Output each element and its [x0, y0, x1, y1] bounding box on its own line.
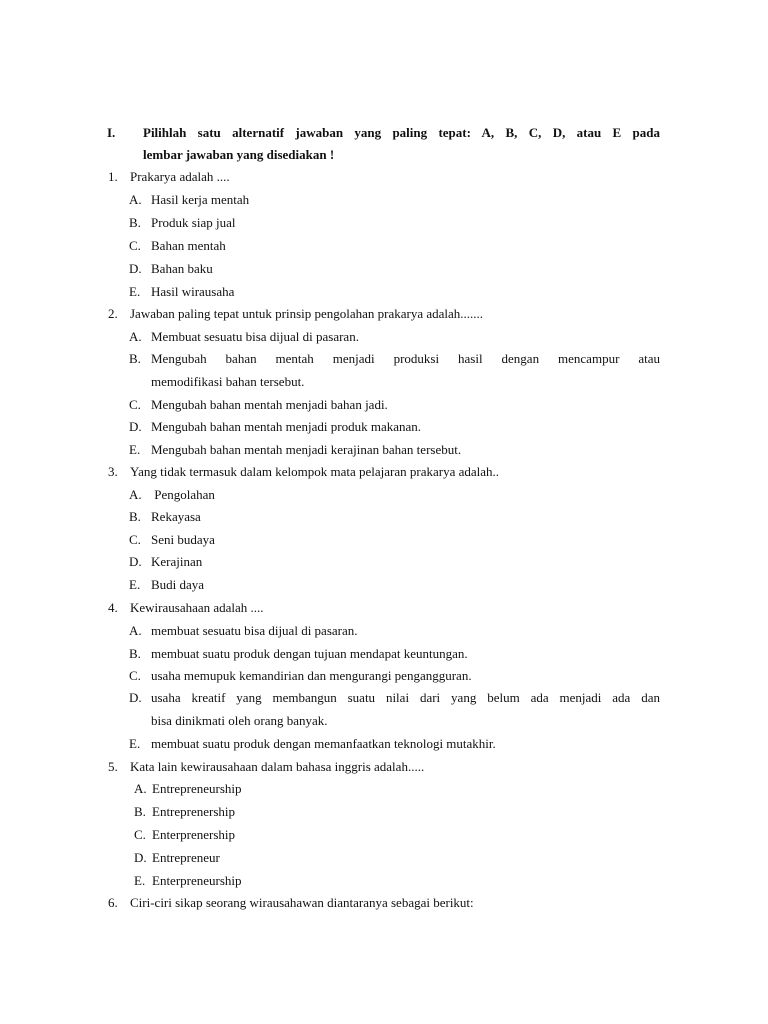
option-text: membuat suatu produk dengan memanfaatkan teknologi mutakhir. [151, 736, 496, 751]
option-letter: C. [129, 238, 141, 253]
option-text: Hasil wirausaha [151, 284, 235, 299]
question-number: 5. [108, 759, 118, 774]
option-letter: C. [129, 668, 141, 683]
option-text: usaha kreatif yang membangun suatu nilai dari yang belum ada menjadi ada dan [151, 690, 660, 705]
option-text: Kerajinan [151, 554, 203, 569]
question-number: 3. [108, 464, 118, 479]
option-text: Hasil kerja mentah [151, 192, 250, 207]
option-text: Enterprenership [152, 827, 236, 842]
option-letter: A. [129, 192, 142, 207]
option-text: usaha memupuk kemandirian dan mengurangi pengangguran. [151, 668, 472, 683]
option-letter: C. [129, 532, 141, 547]
option-text: Mengubah bahan mentah menjadi produk makanan. [151, 419, 422, 434]
option-letter: D. [129, 261, 142, 276]
question-text: Ciri-ciri sikap seorang wirausahawan diantaranya sebagai berikut: [130, 895, 474, 910]
option-text: Rekayasa [151, 509, 201, 524]
question-number: 4. [108, 600, 118, 615]
option-letter: E. [129, 442, 141, 457]
option-letter: E. [129, 577, 141, 592]
option-letter: A. [129, 487, 142, 502]
option-letter: A. [129, 329, 142, 344]
option-letter: B. [129, 351, 141, 366]
option-letter: A. [134, 781, 147, 796]
option-letter: E. [129, 736, 141, 751]
question-number: 2. [108, 306, 118, 321]
option-text: Enterpreneurship [152, 873, 242, 888]
section-number: I. [107, 125, 116, 140]
option-letter: A. [129, 623, 142, 638]
question-text: Kewirausahaan adalah .... [130, 600, 264, 615]
question-number: 1. [108, 169, 118, 184]
question-text: Yang tidak termasuk dalam kelompok mata pelajaran prakarya adalah.. [130, 464, 500, 479]
instruction-line-2: lembar jawaban yang disediakan ! [143, 147, 335, 162]
instruction-line-1: Pilihlah satu alternatif jawaban yang paling tepat: A, B, C, D, atau E pada [143, 125, 660, 140]
option-letter: D. [134, 850, 147, 865]
option-text: Entrepreneurship [152, 781, 242, 796]
question-number: 6. [108, 895, 118, 910]
option-text: Bahan mentah [151, 238, 226, 253]
option-letter: E. [134, 873, 146, 888]
option-text: Mengubah bahan mentah menjadi kerajinan bahan tersebut. [151, 442, 462, 457]
option-text: Membuat sesuatu bisa dijual di pasaran. [151, 329, 359, 344]
answer-option-continuation: memodifikasi bahan tersebut. [151, 374, 305, 389]
option-letter: B. [129, 646, 141, 661]
option-text: Produk siap jual [151, 215, 236, 230]
option-letter: B. [134, 804, 146, 819]
option-text: Entrepreneur [152, 850, 220, 865]
option-letter: D. [129, 690, 142, 705]
answer-option-continuation: bisa dinikmati oleh orang banyak. [151, 713, 328, 728]
option-text: membuat sesuatu bisa dijual di pasaran. [151, 623, 358, 638]
option-letter: C. [129, 397, 141, 412]
question-text: Kata lain kewirausahaan dalam bahasa inggris adalah..... [130, 759, 425, 774]
question-text: Jawaban paling tepat untuk prinsip pengolahan prakarya adalah....... [130, 306, 484, 321]
option-text: Pengolahan [151, 487, 215, 502]
option-text: Bahan baku [151, 261, 213, 276]
option-letter: B. [129, 215, 141, 230]
option-text: Entreprenership [152, 804, 236, 819]
question-text: Prakarya adalah .... [130, 169, 230, 184]
option-letter: D. [129, 554, 142, 569]
option-text: Mengubah bahan mentah menjadi produksi hasil dengan mencampur atau [151, 351, 660, 366]
option-text: Seni budaya [151, 532, 215, 547]
option-letter: D. [129, 419, 142, 434]
option-letter: E. [129, 284, 141, 299]
option-text: Mengubah bahan mentah menjadi bahan jadi. [151, 397, 388, 412]
option-letter: B. [129, 509, 141, 524]
option-letter: C. [134, 827, 146, 842]
option-text: Budi daya [151, 577, 205, 592]
option-text: membuat suatu produk dengan tujuan mendapat keuntungan. [151, 646, 468, 661]
